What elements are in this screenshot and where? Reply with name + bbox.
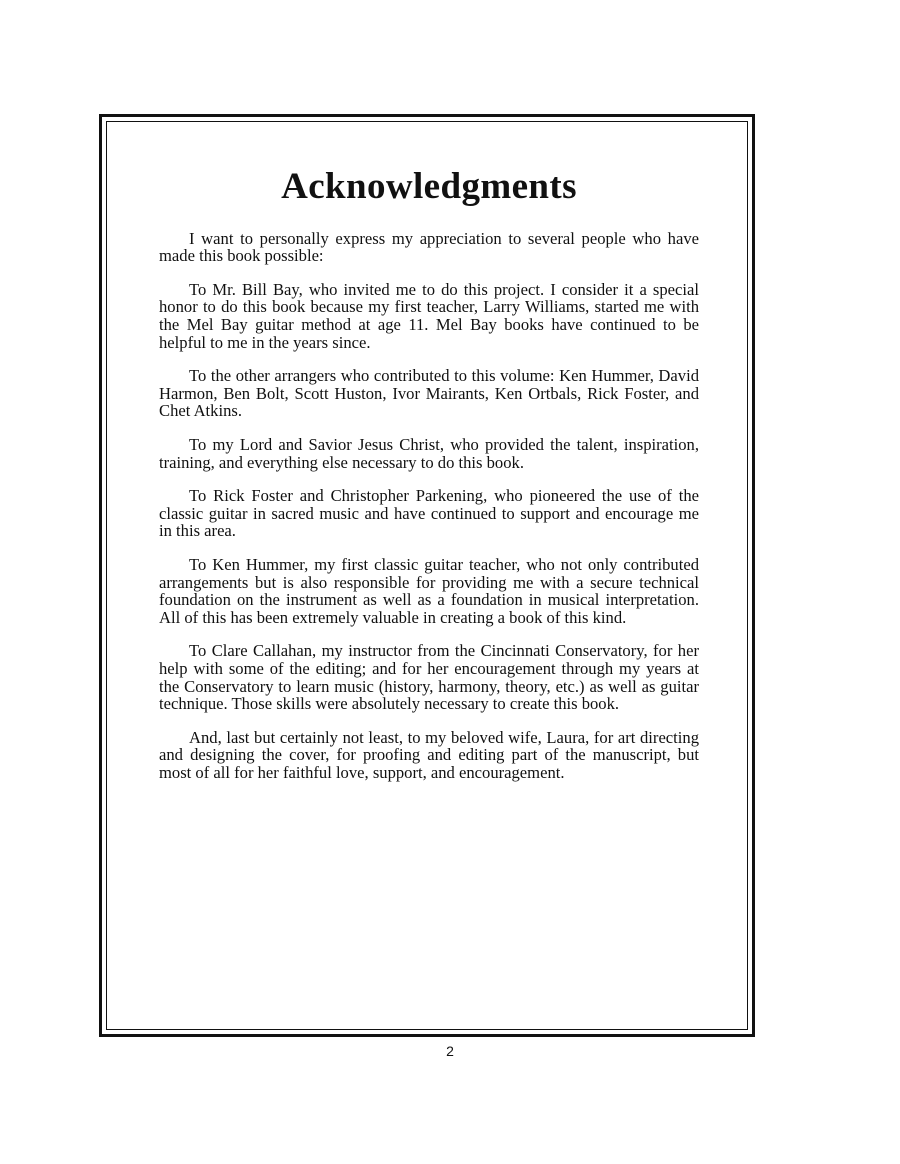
paragraph-arrangers: To the other arrangers who contributed to this volume: Ken Hummer, David Harmon, Ben Bolt, Scott Huston, Ivor Mairants, Ken Ortbals, Rick Foster, and Chet Atkins. <box>159 366 699 421</box>
paragraph-ken-hummer: To Ken Hummer, my first classic guitar teacher, who not only contributed arrangements but is also responsible for providing me with a secure technical foundation on the instrument as well as a foundation in musical interpretation. All of this has been extremely valuable in creating a book of this kind. <box>159 555 699 627</box>
paragraph-wife-laura: And, last but certainly not least, to my beloved wife, Laura, for art directing and designing the cover, for proofing and editing part of the manuscript, but most of all for her faithful love, support, and encouragement. <box>159 727 699 782</box>
acknowledgments-content <box>159 167 699 798</box>
paragraph-bill-bay: To Mr. Bill Bay, who invited me to do this project. I consider it a special honor to do this book because my first teacher, Larry Williams, started me with the Mel Bay guitar method at age 11. Mel Bay books have continued to be helpful to me in the years since. <box>159 279 699 352</box>
page-number: 2 <box>446 1043 454 1059</box>
paragraph-rick-foster: To Rick Foster and Christopher Parkening, who pioneered the use of the classic guitar in sacred music and have continued to support and encourage me in this area. <box>159 486 699 541</box>
paragraph-lord-savior: To my Lord and Savior Jesus Christ, who provided the talent, inspiration, training, and everything else necessary to do this book. <box>159 435 699 472</box>
paragraph-clare-callahan: To Clare Callahan, my instructor from the Cincinnati Conservatory, for her help with some of the editing; and for her encouragement through my years at the Conservatory to learn music (history, harmony, theory, etc.) as well as guitar technique. Those skills were absolutely necessary to create this book. <box>159 641 699 714</box>
paragraph-intro: I want to personally express my appreciation to several people who have made this book possible: <box>159 228 699 266</box>
page-border-frame <box>99 114 755 1037</box>
page-title: Acknowledgments <box>281 166 577 207</box>
